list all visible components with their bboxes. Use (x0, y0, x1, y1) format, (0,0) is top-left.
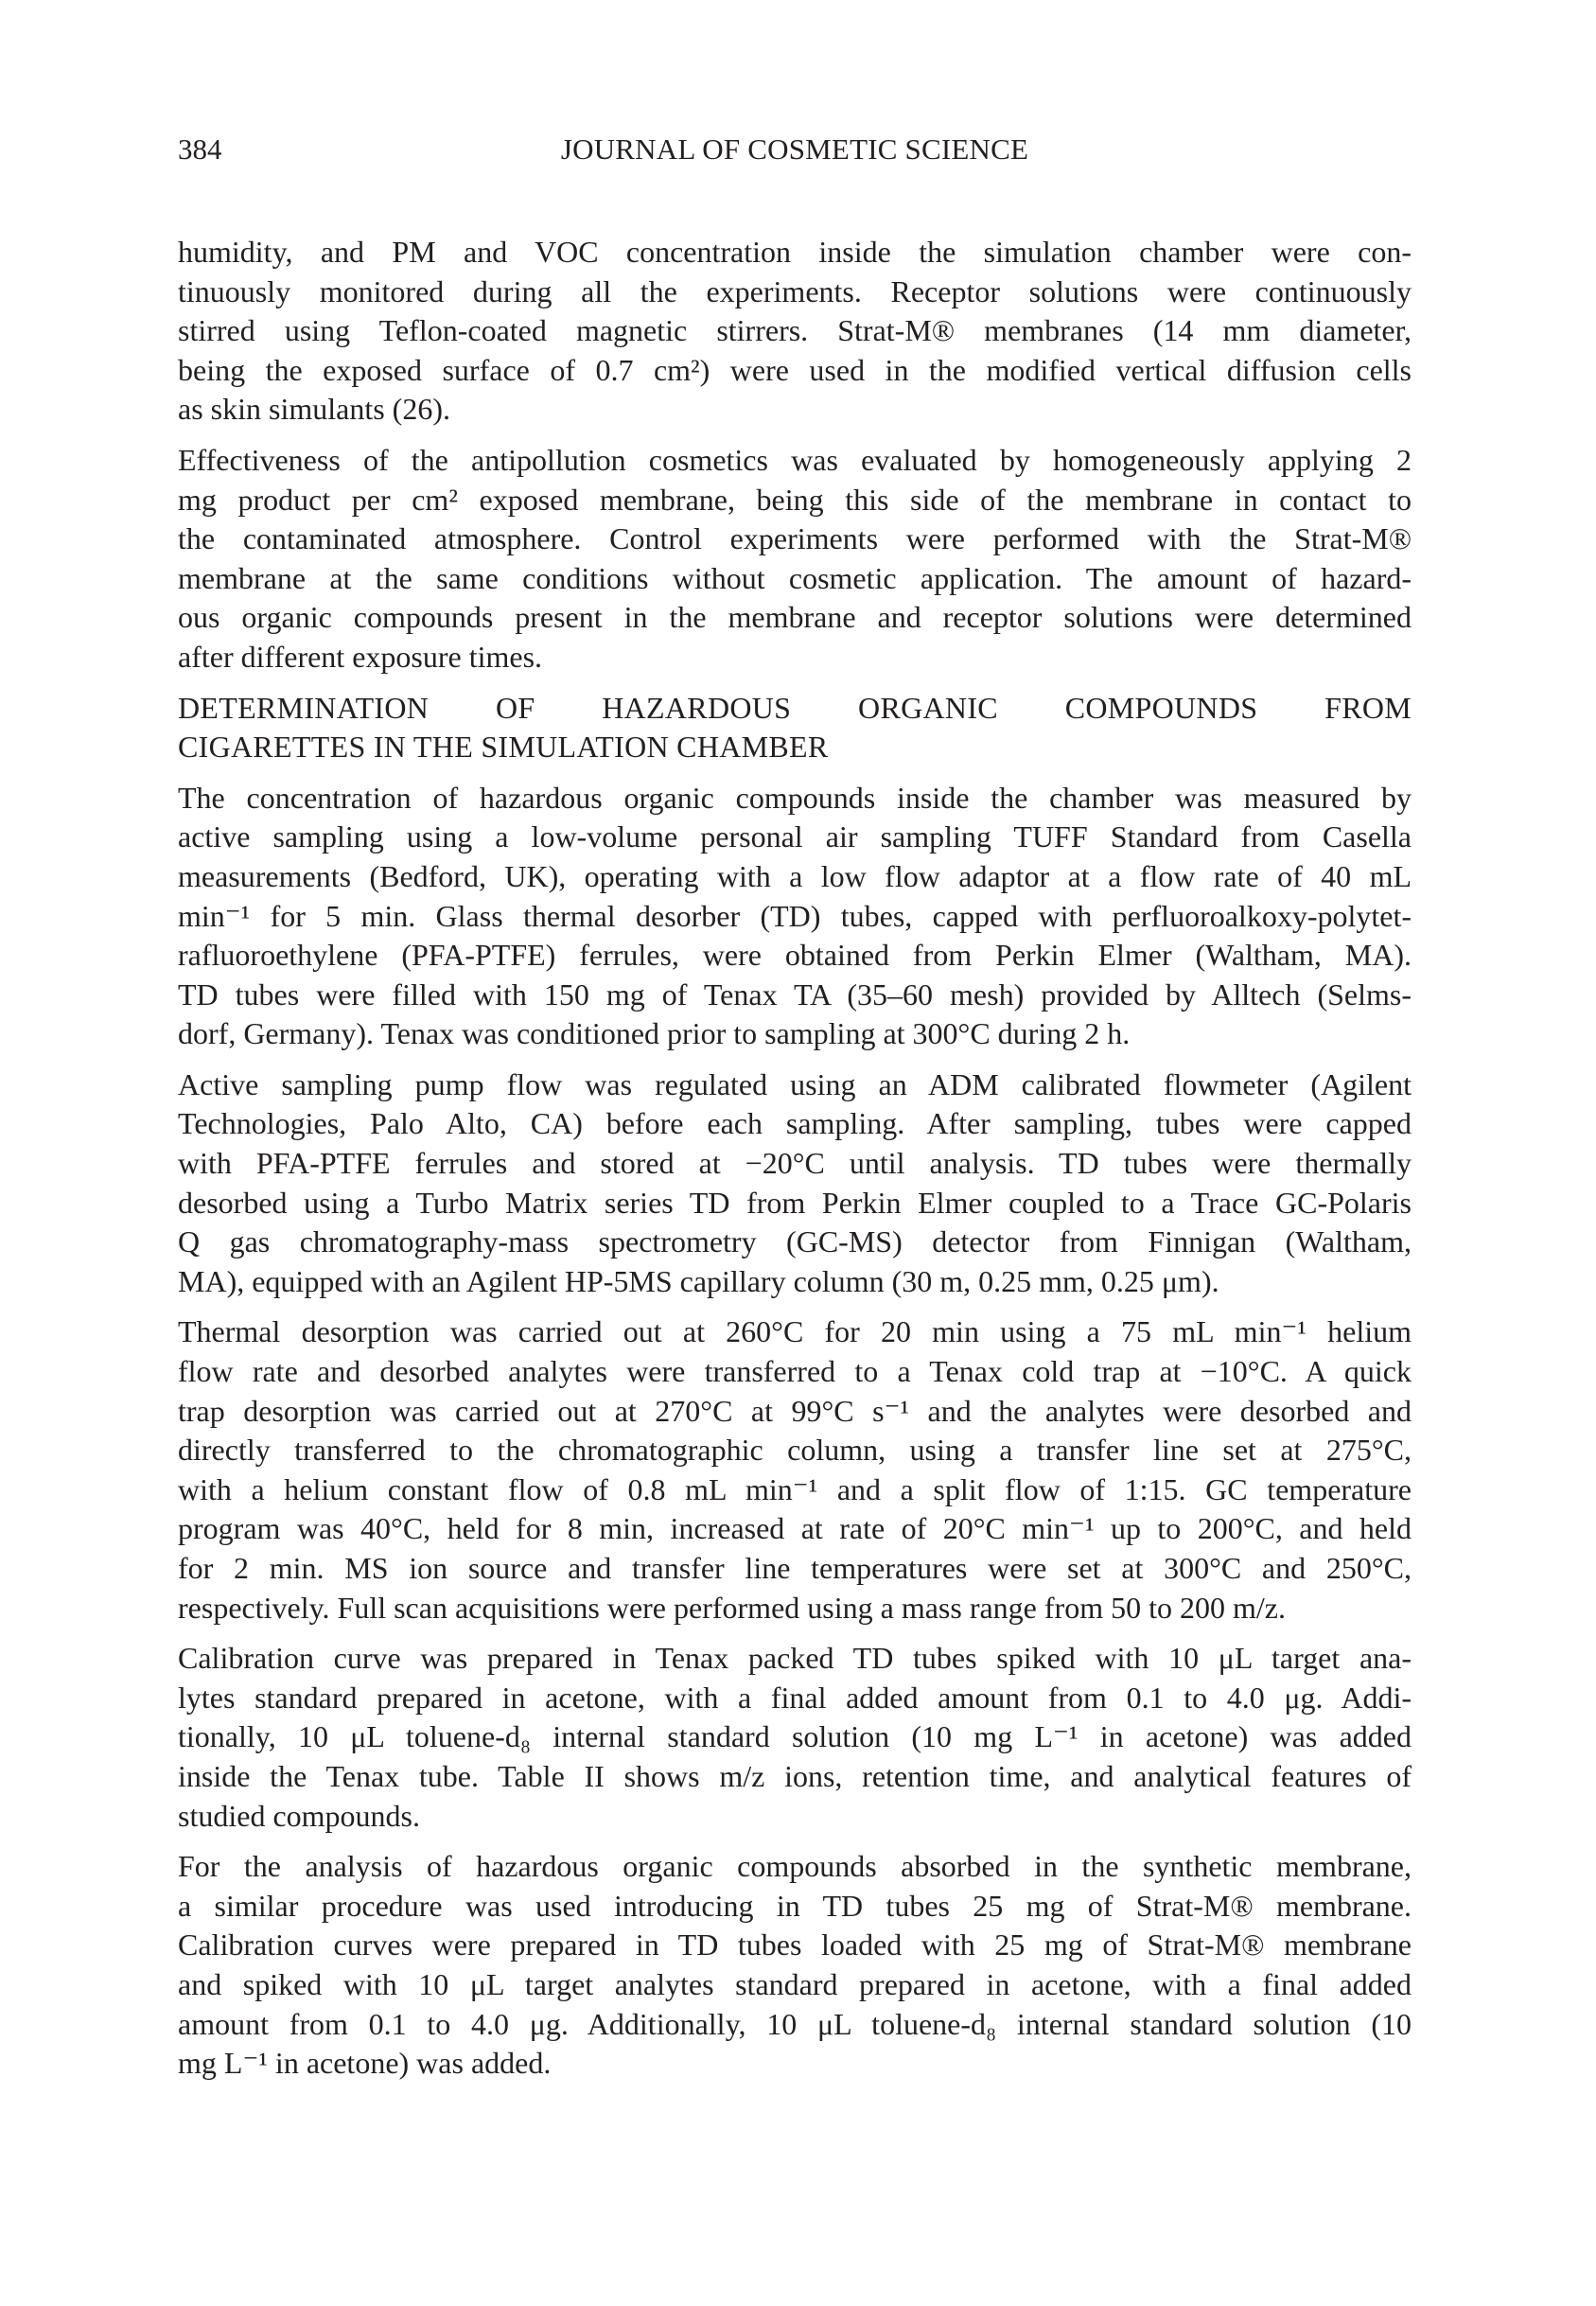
text-line: after different exposure times. (178, 639, 543, 674)
article-body (178, 233, 1412, 2095)
text-line: Technologies, Palo Alto, CA) before each sampling. After sampling, tubes were capped (178, 1106, 1412, 1141)
paragraph-chamber-monitoring (178, 233, 1412, 430)
text-line: humidity, and PM and VOC concentration inside the simulation chamber were con- (178, 235, 1412, 269)
text-line: Effectiveness of the antipollution cosmetics was evaluated by homogeneously applying 2 (178, 442, 1412, 477)
text-line: dorf, Germany). Tenax was conditioned prior to sampling at 300°C during 2 h. (178, 1016, 1131, 1051)
text-line: stirred using Teflon-coated magnetic stirrers. Strat-M® membranes (14 mm diameter, (178, 313, 1412, 348)
text-line: program was 40°C, held for 8 min, increased at rate of 20°C min⁻¹ up to 200°C, and held (178, 1511, 1412, 1546)
text-line: flow rate and desorbed analytes were transferred to a Tenax cold trap at −10°C. A quick (178, 1354, 1412, 1389)
text-line: Thermal desorption was carried out at 260°C for 20 min using a 75 mL min⁻¹ helium (178, 1314, 1412, 1349)
paragraph-thermal-desorption (178, 1312, 1412, 1628)
text-line: studied compounds. (178, 1798, 420, 1833)
text-line: TD tubes were filled with 150 mg of Tenax TA (35–60 mesh) provided by Alltech (Selms- (178, 977, 1412, 1012)
text-line: for 2 min. MS ion source and transfer line temperatures were set at 300°C and 250°C, (178, 1551, 1412, 1585)
journal-title: JOURNAL OF COSMETIC SCIENCE (560, 132, 1029, 166)
text-line: trap desorption was carried out at 270°C at 99°C s⁻¹ and the analytes were desorbed and (178, 1393, 1412, 1428)
text-line: inside the Tenax tube. Table II shows m/z ions, retention time, and analytical features of (178, 1758, 1412, 1793)
text-line: tinuously monitored during all the experiments. Receptor solutions were continuously (178, 273, 1412, 308)
paragraph-membrane-analysis (178, 1847, 1412, 2084)
text-line: min⁻¹ for 5 min. Glass thermal desorber (TD) tubes, capped with perfluoroalkoxy-polytet- (178, 898, 1412, 933)
page-number: 384 (178, 132, 222, 166)
text-line: mg product per cm² exposed membrane, being this side of the membrane in contact to (178, 482, 1412, 517)
section-heading (178, 689, 1412, 767)
text-line: MA), equipped with an Agilent HP-5MS capillary column (30 m, 0.25 mm, 0.25 μm). (178, 1263, 1219, 1298)
heading-line: DETERMINATION OF HAZARDOUS ORGANIC COMPOUNDS FROM (178, 690, 1412, 725)
running-head (178, 131, 1412, 168)
text-line: Active sampling pump flow was regulated using an ADM calibrated flowmeter (Agilent (178, 1066, 1412, 1101)
text-line: For the analysis of hazardous organic compounds absorbed in the synthetic membrane, (178, 1849, 1412, 1884)
text-line: tionally, 10 μL toluene-d₈ internal standard solution (10 mg L⁻¹ in acetone) was added (178, 1719, 1412, 1754)
paragraph-pump-flow (178, 1065, 1412, 1302)
text-line: being the exposed surface of 0.7 cm²) were used in the modified vertical diffusion cells (178, 352, 1412, 387)
text-line: respectively. Full scan acquisitions were performed using a mass range from 50 to 200 m/z. (178, 1590, 1286, 1625)
text-line: as skin simulants (26). (178, 392, 450, 427)
text-line: with a helium constant flow of 0.8 mL min⁻¹ and a split flow of 1:15. GC temperature (178, 1471, 1412, 1506)
text-line: Calibration curves were prepared in TD tubes loaded with 25 mg of Strat-M® membrane (178, 1928, 1412, 1963)
text-line: measurements (Bedford, UK), operating with a low flow adaptor at a flow rate of 40 mL (178, 858, 1412, 893)
text-line: ous organic compounds present in the membrane and receptor solutions were determined (178, 600, 1412, 635)
paragraph-active-sampling (178, 779, 1412, 1054)
text-line: The concentration of hazardous organic compounds inside the chamber was measured by (178, 780, 1412, 815)
paragraph-calibration-curve (178, 1639, 1412, 1836)
text-line: lytes standard prepared in acetone, with a final added amount from 0.1 to 4.0 μg. Addi- (178, 1680, 1412, 1715)
text-line: desorbed using a Turbo Matrix series TD from Perkin Elmer coupled to a Trace GC-Polaris (178, 1185, 1412, 1220)
heading-line: CIGARETTES IN THE SIMULATION CHAMBER (178, 730, 829, 765)
text-line: active sampling using a low-volume personal air sampling TUFF Standard from Casella (178, 819, 1412, 854)
text-line: Calibration curve was prepared in Tenax packed TD tubes spiked with 10 μL target ana- (178, 1641, 1412, 1676)
text-line: Q gas chromatography-mass spectrometry (GC-MS) detector from Finnigan (Waltham, (178, 1224, 1412, 1259)
text-line: the contaminated atmosphere. Control experiments were performed with the Strat-M® (178, 521, 1412, 556)
text-line: amount from 0.1 to 4.0 μg. Additionally, 10 μL toluene-d₈ internal standard solution (10 (178, 2006, 1412, 2041)
text-line: mg L⁻¹ in acetone) was added. (178, 2046, 552, 2081)
text-line: directly transferred to the chromatographic column, using a transfer line set at 275°C, (178, 1433, 1412, 1468)
text-line: rafluoroethylene (PFA-PTFE) ferrules, were obtained from Perkin Elmer (Waltham, MA). (178, 938, 1412, 973)
text-line: and spiked with 10 μL target analytes standard prepared in acetone, with a final added (178, 1966, 1412, 2001)
text-line: with PFA-PTFE ferrules and stored at −20°C until analysis. TD tubes were thermally (178, 1146, 1412, 1181)
paragraph-effectiveness (178, 441, 1412, 678)
text-line: membrane at the same conditions without cosmetic application. The amount of hazard- (178, 560, 1412, 595)
text-line: a similar procedure was used introducing in TD tubes 25 mg of Strat-M® membrane. (178, 1888, 1412, 1923)
